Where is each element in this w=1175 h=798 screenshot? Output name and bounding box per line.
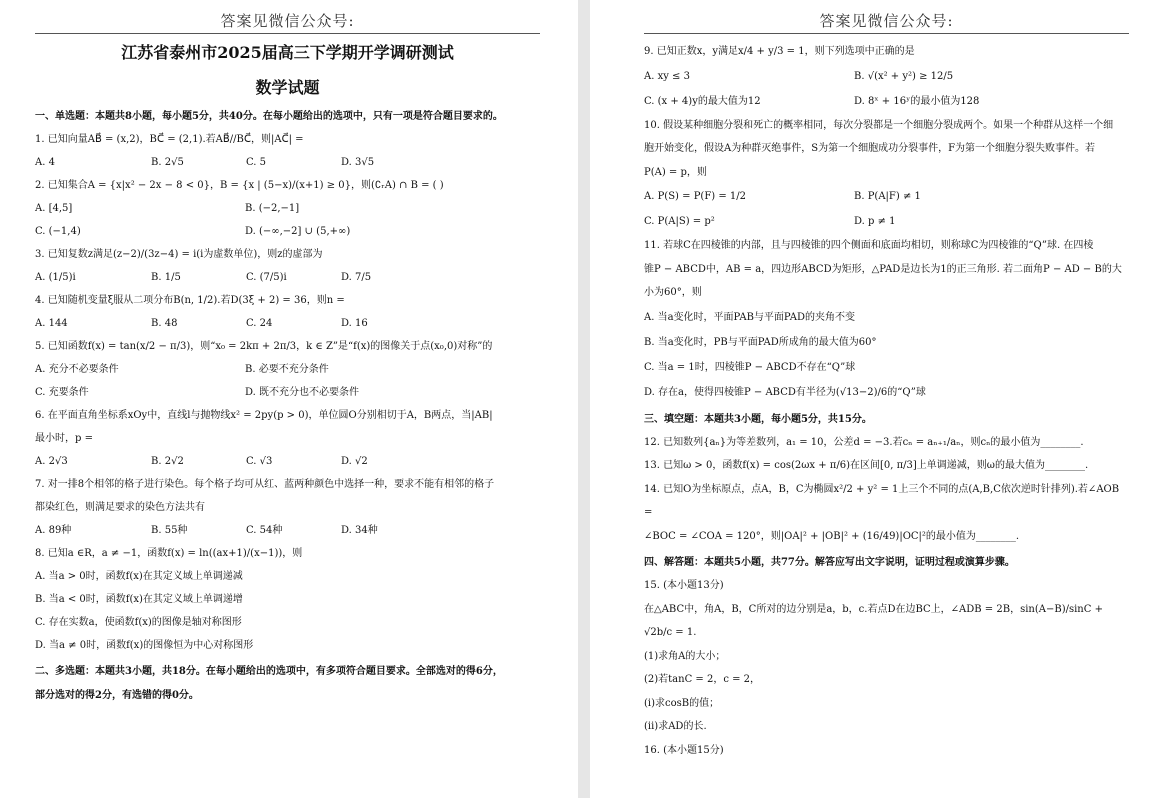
option-c: C. (x + 4)y的最大值为12 [644,95,761,107]
question-10-options [644,184,1129,234]
question-15-part-2-ii: (ⅱ)求AD的长. [644,721,707,732]
section-2-heading-line-1: 二、多选题：本题共3小题，共18分。在每小题给出的选项中，有多项符合题目要求。全部选对的得6分， [35,666,503,677]
question-6-line-1: 6. 在平面直角坐标系xOy中，直线l与抛物线x² = 2py(p > 0)，单位圆O分别相切于A，B两点，当|AB| [35,410,493,421]
option-d: D. 8ˣ + 16ʸ的最小值为128 [854,95,980,107]
question-8: 8. 已知a ∈R，a ≠ −1，函数f(x) = ln((ax+1)/(x−1))，则 [35,548,303,559]
question-14-line-2: ∠BOC = ∠COA = 120°，则|OA|² + |OB|² + (16/49)|OC|²的最小值为________. [644,530,1020,542]
option-c: C. 充要条件 [35,387,89,398]
page-left [0,0,578,798]
option-d: D. √2 [341,456,368,467]
question-12: 12. 已知数列{aₙ}为等差数列，a₁ = 10，公差d = −3.若cₙ = aₙ₊₁/aₙ，则cₙ的最小值为________. [644,436,1084,448]
question-11-line-1: 11. 若球C在四棱锥的内部，且与四棱锥的四个侧面和底面均相切，则称球C为四棱锥的“Q”球. 在四棱 [644,240,1094,251]
question-11-options [644,305,1129,405]
question-16-heading: 16. (本小题15分) [644,744,724,756]
question-15-part-1: (1)求角A的大小； [644,650,726,662]
option-b: B. 55种 [151,525,188,536]
option-a: A. 当a > 0时，函数f(x)在其定义域上单调递减 [35,571,243,582]
question-6-options [35,450,540,473]
question-9-options [644,64,1129,114]
option-c: C. (7/5)i [246,272,287,283]
option-b: B. 必要不充分条件 [245,364,329,375]
option-a: A. 2√3 [35,456,68,467]
question-11-line-2: 锥P − ABCD中，AB = a，四边形ABCD为矩形，△PAD是边长为1的正三角形. 若二面角P − AD − B的大 [644,263,1122,275]
question-2-options [35,197,540,243]
option-d: D. 7/5 [341,272,372,283]
question-10-line-1: 10. 假设某种细胞分裂和死亡的概率相同，每次分裂都是一个细胞分裂成两个。如果一个种群从这样一个细 [644,119,1114,131]
question-4: 4. 已知随机变量ξ服从二项分布B(n, 1/2).若D(3ξ + 2) = 36，则n = [35,295,345,306]
option-a: A. xy ≤ 3 [644,70,690,82]
question-9: 9. 已知正数x，y满足x/4 + y/3 = 1，则下列选项中正确的是 [644,46,915,57]
section-1-heading: 一、单选题：本题共8小题，每小题5分，共40分。在每小题给出的选项中，只有一项是符合题目要求的。 [35,111,503,122]
question-15-part-2: (2)若tanC = 2，c = 2， [644,674,761,685]
question-4-options [35,312,540,335]
option-d: D. 3√5 [341,157,375,168]
option-b: B. (−2,−1] [245,203,300,214]
watermark-header: 答案见微信公众号: [35,10,540,34]
question-5: 5. 已知函数f(x) = tan(x/2 − π/3)，则“x₀ = 2kπ + 2π/3，k ∈ Z”是“f(x)的图像关于点(x₀,0)对称”的 [35,341,493,352]
option-b: B. 1/5 [151,272,181,283]
option-b: B. 当a变化时，PB与平面PAD所成角的最大值为60° [644,336,877,348]
question-10-line-2: 胞开始变化，假设A为种群灭绝事件，S为第一个细胞成功分裂事件，F为第一个细胞分裂失败事件。若 [644,143,1096,154]
question-10-line-3: P(A) = p，则 [644,166,707,178]
question-7-line-1: 7. 对一排8个相邻的格子进行染色。每个格子均可从红、蓝两种颜色中选择一种，要求不能有相邻的格子 [35,479,495,490]
option-b: B. 2√2 [151,456,184,467]
option-a: A. 充分不必要条件 [35,364,119,375]
option-c: C. √3 [246,456,273,467]
page-right [590,0,1175,798]
option-a: A. (1/5)i [35,272,76,283]
section-2-heading-line-2: 部分选对的得2分，有选错的得0分。 [35,690,199,701]
option-d: D. 34种 [341,525,378,536]
exam-subtitle: 数学试题 [255,78,320,97]
watermark-header: 答案见微信公众号: [644,10,1129,34]
option-b: B. P(A|F) ≠ 1 [854,191,921,202]
question-14-line-1: 14. 已知O为坐标原点，点A，B，C为椭圆x²/2 + y² = 1上三个不同的点(A,B,C依次逆时针排列).若∠AOB = [644,483,1120,518]
question-15-part-2-i: (ⅰ)求cosB的值； [644,697,720,709]
question-5-options [35,358,540,404]
option-d: D. p ≠ 1 [854,216,896,227]
option-c: C. 24 [246,318,273,329]
option-d: D. (−∞,−2] ∪ (5,+∞) [245,226,351,237]
exam-title: 江苏省泰州市2025届高三下学期开学调研测试 [121,43,454,62]
option-a: A. 144 [35,318,68,329]
option-b: B. 当a < 0时，函数f(x)在其定义域上单调递增 [35,594,243,605]
question-7-line-2: 都染红色，则满足要求的染色方法共有 [35,502,205,513]
question-15-heading: 15. (本小题13分) [644,580,724,591]
question-11-line-3: 小为60°，则 [644,287,702,298]
question-3: 3. 已知复数z满足(z−2)/(3z−4) = i(i为虚数单位)，则z的虚部为 [35,249,323,260]
question-2: 2. 已知集合A = {x|x² − 2x − 8 < 0}，B = {x | (5−x)/(x+1) ≥ 0}，则(∁ᵣA) ∩ B = ( ) [35,180,444,191]
option-c: C. (−1,4) [35,226,81,237]
option-d: D. 既不充分也不必要条件 [245,387,360,398]
option-d: D. 16 [341,318,368,329]
section-4-heading: 四、解答题：本题共5小题，共77分。解答应写出文字说明，证明过程或演算步骤。 [644,557,1015,568]
option-a: A. 4 [35,157,55,168]
question-7-options [35,519,540,542]
option-a: A. P(S) = P(F) = 1/2 [644,191,746,202]
option-c: C. 54种 [246,525,283,536]
option-d: D. 存在a，使得四棱锥P − ABCD有半径为(√13−2)/6的“Q”球 [644,386,926,398]
option-b: B. √(x² + y²) ≥ 12/5 [854,70,954,82]
option-d: D. 当a ≠ 0时，函数f(x)的图像恒为中心对称图形 [35,640,254,651]
section-3-heading: 三、填空题：本题共3小题，每小题5分，共15分。 [644,413,872,425]
option-c: C. 5 [246,157,267,168]
option-b: B. 2√5 [151,157,184,168]
option-c: C. 存在实数a，使函数f(x)的图像是轴对称图形 [35,617,242,628]
option-a: A. 当a变化时，平面PAB与平面PAD的夹角不变 [644,311,855,323]
question-8-options [35,565,540,657]
question-3-options [35,266,540,289]
question-13: 13. 已知ω > 0，函数f(x) = cos(2ωx + π/6)在区间[0, π/3]上单调递减，则ω的最大值为________. [644,460,1089,471]
question-15-body: 在△ABC中，角A，B，C所对的边分别是a，b，c.若点D在边BC上，∠ADB = 2B，sin(A−B)/sinC + √2b/c = 1. [644,603,1103,638]
option-a: A. [4,5] [35,203,73,214]
option-c: C. P(A|S) = p² [644,216,715,227]
question-6-line-2: 最小时，p = [35,433,93,444]
option-a: A. 89种 [35,525,72,536]
option-b: B. 48 [151,318,178,329]
option-c: C. 当a = 1时，四棱锥P − ABCD不存在“Q”球 [644,361,856,373]
question-1-options [35,151,540,174]
question-1: 1. 已知向量AB⃗ = (x,2)，BC⃗ = (2,1).若AB⃗//BC⃗，则|AC⃗| = [35,134,304,145]
